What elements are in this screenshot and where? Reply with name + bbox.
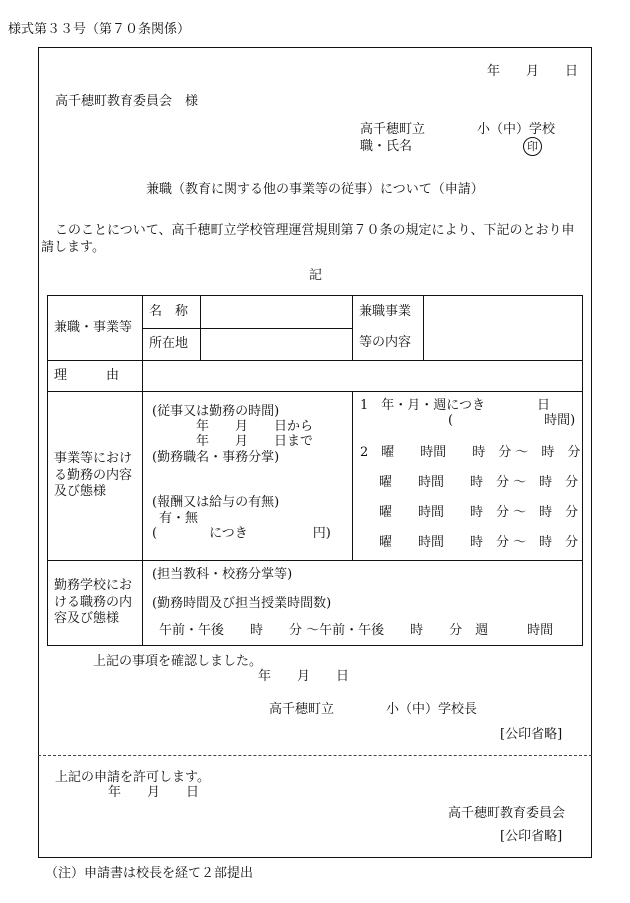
pay-yes-no: 有・無	[159, 511, 199, 526]
confirm-date: 年 月 日	[258, 669, 350, 684]
kenshoku-label: 兼職・事業等	[48, 296, 143, 361]
work-label: 事業等における勤務の内容及び態様	[48, 392, 143, 561]
schedule-row-4: 曜 時間 時 分 ～ 時 分	[379, 535, 579, 550]
applicant-school: 高千穂町立 小（中）学校	[360, 122, 556, 137]
seal-mark: 印	[523, 137, 542, 156]
board-name: 高千穂町教育委員会	[448, 806, 566, 821]
school-label: 勤務学校における職務の内容及び態様	[48, 561, 143, 646]
pay-heading: (報酬又は給与の有無)	[152, 495, 280, 510]
permit-seal-omitted: [公印省略]	[500, 829, 563, 844]
permit-date: 年 月 日	[108, 785, 200, 800]
content-label: 兼職事業 等の内容	[353, 296, 424, 361]
form-number: 様式第３３号（第７０条関係）	[8, 22, 191, 37]
reason-label: 理 由	[48, 361, 143, 392]
divider	[38, 755, 592, 756]
reason-field[interactable]	[143, 361, 583, 392]
content-field[interactable]	[424, 296, 583, 361]
schedule-row-2: 曜 時間 時 分 ～ 時 分	[379, 475, 579, 490]
confirm-seal-omitted: [公印省略]	[500, 727, 563, 742]
subject-heading: (担当教科・校務分掌等)	[152, 567, 293, 582]
work-time-heading: (従事又は勤務の時間)	[152, 404, 280, 419]
body-text: このことについて、高千穂町立学校管理運営規則第７０条の規定により、下記のとおり申	[55, 223, 575, 238]
body-text-cont: 請します。	[41, 240, 105, 255]
work-from: 年 月 日から	[196, 419, 314, 434]
permit-text: 上記の申請を許可します。	[55, 770, 210, 785]
date-line: 年 月 日	[487, 64, 579, 79]
location-field[interactable]	[201, 329, 353, 361]
document-title: 兼職（教育に関する他の事業等の従事）について（申請）	[146, 182, 484, 197]
schedule-row-3: 曜 時間 時 分 ～ 時 分	[379, 505, 579, 520]
addressee: 高千穂町教育委員会 様	[55, 94, 199, 109]
principal-line: 高千穂町立 小（中）学校長	[269, 702, 478, 717]
work-days: 1 年・月・週につき 日	[360, 398, 551, 413]
name-field[interactable]	[201, 296, 353, 329]
work-to: 年 月 日まで	[196, 434, 314, 449]
school-cell	[143, 561, 583, 646]
application-table	[47, 295, 583, 646]
work-title-heading: (勤務職名・事務分掌)	[152, 450, 280, 465]
applicant-name-label: 職・氏名	[360, 139, 413, 154]
schedule-row-1: 2 曜 時間 時 分 ～ 時 分	[360, 445, 581, 460]
class-hours: 午前・午後 時 分 ～午前・午後 時 分 週 時間	[159, 623, 554, 638]
location-label: 所在地	[143, 329, 201, 361]
note: （注）申請書は校長を経て２部提出	[45, 866, 254, 881]
confirm-text: 上記の事項を確認しました。	[93, 654, 263, 669]
name-label: 名 称	[143, 296, 201, 329]
work-hours: ( 時間)	[448, 413, 576, 428]
work-right-cell	[353, 392, 583, 561]
ki-heading: 記	[309, 268, 323, 283]
work-left-cell	[143, 392, 353, 561]
pay-amount: ( につき 円)	[152, 526, 331, 541]
hours-heading: (勤務時間及び担当授業時間数)	[152, 596, 332, 611]
